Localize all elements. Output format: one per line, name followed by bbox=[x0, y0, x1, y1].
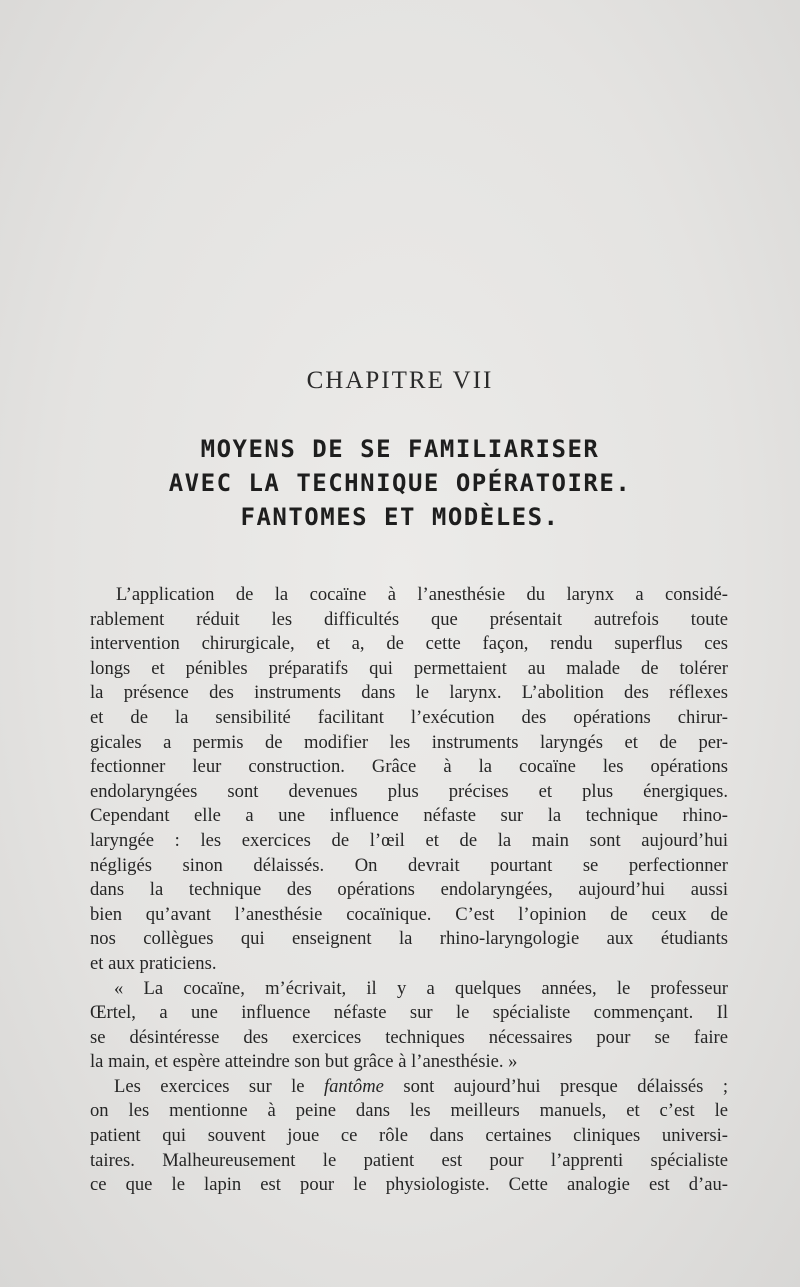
text-line: ce que le lapin est pour le physiologiste. Cette analogie est d’au- bbox=[90, 1174, 728, 1196]
text-line: et de la sensibilité facilitant l’exécution des opérations chirur- bbox=[90, 706, 728, 728]
text-line: on les mentionne à peine dans les meilleurs manuels, et c’est le bbox=[90, 1100, 728, 1122]
text-fragment: sont aujourd’hui presque délaissés ; bbox=[383, 1075, 728, 1097]
text-line bbox=[90, 1075, 728, 1100]
title-line: MOYENS DE SE FAMILIARISER bbox=[200, 435, 600, 463]
text-line: « La cocaïne, m’écrivait, il y a quelques années, le professeur bbox=[114, 977, 728, 999]
text-line: Œrtel, a une influence néfaste sur le spécialiste commençant. Il bbox=[90, 1002, 728, 1024]
chapter-title bbox=[0, 432, 800, 534]
chapter-heading: CHAPITRE VII bbox=[306, 367, 494, 394]
text-line: patient qui souvent joue ce rôle dans certaines cliniques universi- bbox=[90, 1125, 728, 1147]
title-line: AVEC LA TECHNIQUE OPÉRATOIRE. bbox=[168, 469, 632, 497]
text-line: endolaryngées sont devenues plus précises et plus énergiques. bbox=[90, 780, 728, 802]
text-line: Cependant elle a une influence néfaste sur la technique rhino- bbox=[90, 805, 728, 827]
body-text bbox=[90, 583, 728, 1198]
text-line: taires. Malheureusement le patient est pour l’apprenti spécialiste bbox=[90, 1149, 728, 1171]
text-line: négligés sinon délaissés. On devrait pourtant se perfectionner bbox=[90, 854, 728, 876]
text-line: L’application de la cocaïne à l’anesthésie du larynx a considé- bbox=[116, 584, 728, 605]
text-line: se désintéresse des exercices techniques nécessaires pour se faire bbox=[90, 1026, 728, 1048]
text-line: fectionner leur construction. Grâce à la cocaïne les opérations bbox=[90, 756, 728, 778]
text-line: gicales a permis de modifier les instruments laryngés et de per- bbox=[90, 731, 728, 753]
text-fragment: Les exercices sur le bbox=[114, 1075, 324, 1097]
text-line: bien qu’avant l’anesthésie cocaïnique. C’est l’opinion de ceux de bbox=[90, 903, 728, 925]
text-line: intervention chirurgicale, et a, de cette façon, rendu superflus ces bbox=[90, 633, 728, 655]
text-line: rablement réduit les difficultés que présentait autrefois toute bbox=[90, 608, 728, 630]
text-line: et aux praticiens. bbox=[90, 952, 217, 974]
text-line: nos collègues qui enseignent la rhino-laryngologie aux étudiants bbox=[90, 928, 728, 950]
text-line: la main, et espère atteindre son but grâce à l’anesthésie. » bbox=[90, 1051, 518, 1073]
text-line: dans la technique des opérations endolaryngées, aujourd’hui aussi bbox=[90, 879, 728, 901]
text-line: la présence des instruments dans le larynx. L’abolition des réflexes bbox=[90, 682, 728, 704]
italic-word: fantôme bbox=[323, 1075, 384, 1097]
title-line: FANTOMES ET MODÈLES. bbox=[240, 503, 560, 531]
text-line: laryngée : les exercices de l’œil et de la main sont aujourd’hui bbox=[90, 829, 728, 851]
text-line: longs et pénibles préparatifs qui permettaient au malade de tolérer bbox=[90, 657, 728, 679]
